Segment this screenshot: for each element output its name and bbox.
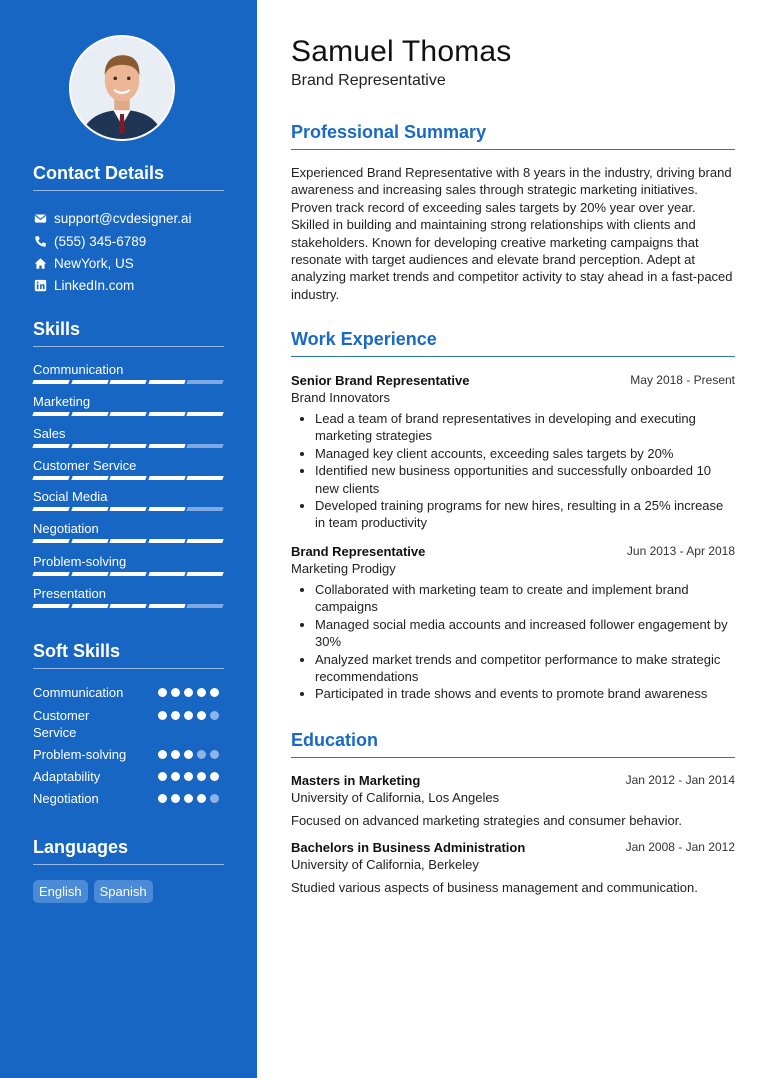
rating-dot bbox=[197, 688, 206, 697]
job-bullets bbox=[291, 410, 735, 532]
education-school: University of California, Berkeley bbox=[291, 857, 479, 872]
contact-location bbox=[33, 254, 134, 272]
skill-level-segment bbox=[109, 572, 146, 576]
skill-level-segment bbox=[148, 380, 185, 384]
soft-skill-rating bbox=[158, 750, 219, 759]
skill-level-segment bbox=[32, 572, 69, 576]
skill-level-segment bbox=[71, 572, 108, 576]
skill-level-segment bbox=[187, 412, 224, 416]
skill-level-segment bbox=[148, 539, 185, 543]
education-date: Jan 2012 - Jan 2014 bbox=[625, 773, 735, 787]
skill-name: Communication bbox=[33, 362, 124, 377]
soft-skill-item bbox=[33, 684, 225, 701]
skill-level-segment bbox=[148, 604, 185, 608]
skill-item bbox=[33, 426, 223, 442]
soft-skill-rating bbox=[158, 711, 219, 720]
skill-name: Negotiation bbox=[33, 521, 99, 536]
contact-heading: Contact Details bbox=[33, 163, 224, 191]
email-text: support@cvdesigner.ai bbox=[54, 210, 192, 226]
rating-dot bbox=[197, 794, 206, 803]
phone-icon bbox=[33, 234, 47, 248]
skill-level-segment bbox=[32, 507, 69, 511]
soft-skill-rating bbox=[158, 794, 219, 803]
rating-dot bbox=[171, 711, 180, 720]
rating-dot bbox=[210, 772, 219, 781]
rating-dot bbox=[210, 750, 219, 759]
education-degree: Bachelors in Business Administration bbox=[291, 840, 526, 855]
candidate-name: Samuel Thomas bbox=[291, 35, 512, 68]
skill-level-bar bbox=[33, 380, 223, 384]
skill-name: Marketing bbox=[33, 394, 91, 409]
skill-level-segment bbox=[109, 444, 146, 448]
summary-text: Experienced Brand Representative with 8 years in the industry, driving brand awareness and increasing sales through strategic marketing initiatives. Proven track record of exceeding sales targets by 20% year over year. Skilled in building and maintaining strong relationships with clients and stakeholders. Known for developing creative marketing campaigns that resonate with target audiences and elevate brand perception. Adept at analyzing market trends and competitor activity to stay ahead in a fast-paced industry. bbox=[291, 165, 733, 302]
skill-level-bar bbox=[33, 572, 223, 576]
education-entry bbox=[291, 839, 735, 896]
skill-level-segment bbox=[148, 476, 185, 480]
soft-skill-rating bbox=[158, 772, 219, 781]
skill-level-segment bbox=[32, 380, 69, 384]
skill-level-segment bbox=[109, 507, 146, 511]
rating-dot bbox=[171, 794, 180, 803]
skill-level-segment bbox=[187, 572, 224, 576]
rating-dot bbox=[184, 794, 193, 803]
skill-level-segment bbox=[109, 412, 146, 416]
skill-level-segment bbox=[187, 539, 224, 543]
soft-skill-rating bbox=[158, 688, 219, 697]
job-bullet: • Participated in trade shows and events to promote brand awareness bbox=[315, 685, 735, 702]
language-tag: Spanish bbox=[94, 880, 153, 903]
education-entry bbox=[291, 772, 735, 829]
skill-level-segment bbox=[71, 380, 108, 384]
skill-level-segment bbox=[71, 507, 108, 511]
summary-heading: Professional Summary bbox=[291, 122, 735, 150]
skill-level-segment bbox=[187, 476, 224, 480]
skill-level-segment bbox=[71, 444, 108, 448]
education-school: University of California, Los Angeles bbox=[291, 790, 500, 805]
job-company: Marketing Prodigy bbox=[291, 561, 396, 576]
skill-level-segment bbox=[109, 380, 146, 384]
soft-skill-item bbox=[33, 768, 225, 785]
rating-dot bbox=[158, 750, 167, 759]
skill-name: Presentation bbox=[33, 586, 106, 601]
rating-dot bbox=[171, 688, 180, 697]
job-company: Brand Innovators bbox=[291, 390, 391, 405]
skill-level-segment bbox=[109, 604, 146, 608]
education-degree: Masters in Marketing bbox=[291, 773, 421, 788]
languages-heading: Languages bbox=[33, 837, 224, 865]
job-bullet: • Analyzed market trends and competitor performance to make strategic recommendations bbox=[315, 651, 735, 686]
job-bullet: • Managed key client accounts, exceeding sales targets by 20% bbox=[315, 445, 735, 462]
rating-dot bbox=[158, 711, 167, 720]
skill-level-segment bbox=[71, 539, 108, 543]
rating-dot bbox=[184, 711, 193, 720]
skill-level-segment bbox=[148, 572, 185, 576]
skill-level-segment bbox=[187, 604, 224, 608]
skill-item bbox=[33, 586, 223, 602]
avatar bbox=[71, 37, 173, 139]
skill-level-segment bbox=[32, 412, 69, 416]
soft-skill-name: Adaptability bbox=[33, 769, 101, 784]
rating-dot bbox=[197, 772, 206, 781]
skill-level-bar bbox=[33, 412, 223, 416]
soft-skills-heading: Soft Skills bbox=[33, 641, 224, 669]
skill-level-segment bbox=[71, 476, 108, 480]
contact-linkedin[interactable] bbox=[33, 276, 134, 294]
skill-level-segment bbox=[187, 507, 224, 511]
linkedin-text: LinkedIn.com bbox=[54, 277, 135, 293]
job-bullet: • Collaborated with marketing team to create and implement brand campaigns bbox=[315, 581, 735, 616]
skill-level-segment bbox=[187, 380, 224, 384]
job-entry bbox=[291, 543, 735, 703]
job-bullet: • Identified new business opportunities and successfully onboarded 10 new clients bbox=[315, 462, 735, 497]
job-role: Senior Brand Representative bbox=[291, 373, 470, 388]
skill-level-bar bbox=[33, 476, 223, 480]
rating-dot bbox=[184, 688, 193, 697]
rating-dot bbox=[210, 794, 219, 803]
soft-skill-item bbox=[33, 707, 225, 741]
contact-phone[interactable] bbox=[33, 232, 146, 250]
skill-level-segment bbox=[32, 444, 69, 448]
skill-level-segment bbox=[32, 539, 69, 543]
job-role: Brand Representative bbox=[291, 544, 426, 559]
soft-skill-name: Negotiation bbox=[33, 791, 99, 806]
skill-level-segment bbox=[187, 444, 224, 448]
job-entry bbox=[291, 372, 735, 532]
rating-dot bbox=[210, 711, 219, 720]
skill-name: Customer Service bbox=[33, 458, 137, 473]
education-description: Focused on advanced marketing strategies and consumer behavior. bbox=[291, 813, 682, 828]
skill-name: Sales bbox=[33, 426, 66, 441]
sidebar bbox=[0, 0, 257, 1078]
profile-photo bbox=[69, 35, 175, 141]
job-bullet: • Lead a team of brand representatives in developing and executing marketing strategies bbox=[315, 410, 735, 445]
skill-level-bar bbox=[33, 444, 223, 448]
rating-dot bbox=[197, 750, 206, 759]
language-tag: English bbox=[33, 880, 88, 903]
job-bullets bbox=[291, 581, 735, 703]
phone-text: (555) 345-6789 bbox=[54, 233, 147, 249]
rating-dot bbox=[158, 794, 167, 803]
envelope-icon bbox=[33, 211, 47, 225]
rating-dot bbox=[197, 711, 206, 720]
rating-dot bbox=[184, 750, 193, 759]
soft-skill-item bbox=[33, 746, 225, 763]
linkedin-icon bbox=[33, 278, 47, 292]
rating-dot bbox=[171, 750, 180, 759]
skill-level-segment bbox=[109, 539, 146, 543]
candidate-title: Brand Representative bbox=[291, 72, 446, 89]
skill-item bbox=[33, 394, 223, 410]
skill-item bbox=[33, 521, 223, 537]
soft-skill-item bbox=[33, 790, 225, 807]
rating-dot bbox=[171, 772, 180, 781]
rating-dot bbox=[158, 772, 167, 781]
skill-level-segment bbox=[32, 604, 69, 608]
skill-level-segment bbox=[71, 604, 108, 608]
skill-item bbox=[33, 489, 223, 505]
skills-heading: Skills bbox=[33, 319, 224, 347]
experience-heading: Work Experience bbox=[291, 329, 735, 357]
soft-skill-name: Customer Service bbox=[33, 708, 90, 740]
skill-level-segment bbox=[109, 476, 146, 480]
education-description: Studied various aspects of business management and communication. bbox=[291, 880, 698, 895]
skill-level-segment bbox=[71, 412, 108, 416]
skill-level-segment bbox=[148, 507, 185, 511]
job-bullet: • Managed social media accounts and increased follower engagement by 30% bbox=[315, 616, 735, 651]
job-bullet: • Developed training programs for new hires, resulting in a 25% increase in team productivity bbox=[315, 497, 735, 532]
education-date: Jan 2008 - Jan 2012 bbox=[625, 840, 735, 854]
skill-item bbox=[33, 458, 223, 474]
languages-list bbox=[33, 880, 153, 903]
soft-skill-name: Communication bbox=[33, 685, 124, 700]
location-text: NewYork, US bbox=[54, 255, 134, 271]
contact-email[interactable] bbox=[33, 209, 192, 227]
skill-level-bar bbox=[33, 604, 223, 608]
rating-dot bbox=[158, 688, 167, 697]
skill-item bbox=[33, 554, 223, 570]
skill-level-segment bbox=[148, 444, 185, 448]
home-icon bbox=[33, 256, 47, 270]
skill-level-bar bbox=[33, 507, 223, 511]
skill-level-segment bbox=[148, 412, 185, 416]
job-date: Jun 2013 - Apr 2018 bbox=[626, 544, 735, 558]
skill-level-segment bbox=[32, 476, 69, 480]
skill-name: Problem-solving bbox=[33, 554, 127, 569]
skill-level-bar bbox=[33, 539, 223, 543]
education-heading: Education bbox=[291, 730, 735, 758]
rating-dot bbox=[184, 772, 193, 781]
soft-skill-name: Problem-solving bbox=[33, 747, 127, 762]
job-date: May 2018 - Present bbox=[630, 373, 735, 387]
skill-item bbox=[33, 362, 223, 378]
rating-dot bbox=[210, 688, 219, 697]
skill-name: Social Media bbox=[33, 489, 108, 504]
